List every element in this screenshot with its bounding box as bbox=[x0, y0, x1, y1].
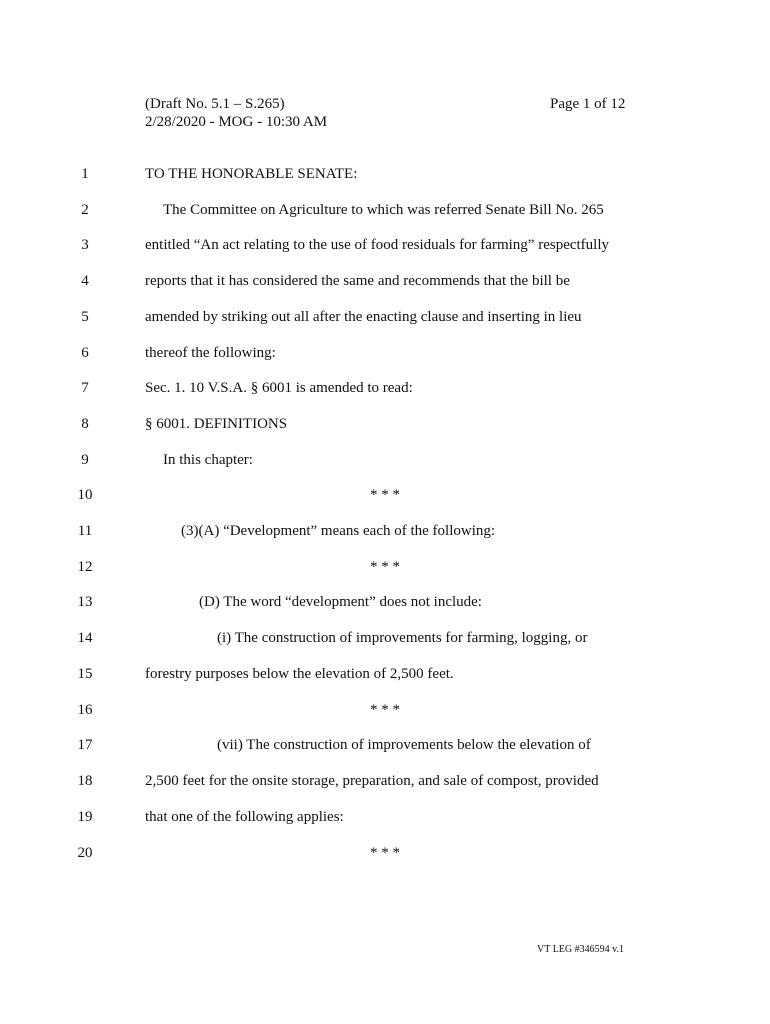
line-number: 12 bbox=[77, 559, 93, 575]
line-number: 3 bbox=[81, 237, 89, 253]
line-number: 7 bbox=[81, 380, 89, 396]
section-separator: * * * bbox=[370, 487, 400, 503]
section-separator: * * * bbox=[370, 845, 400, 861]
line-text: In this chapter: bbox=[163, 452, 253, 468]
line-text: entitled “An act relating to the use of food residuals for farming” respectfully bbox=[145, 237, 610, 253]
line-text: 2,500 feet for the onsite storage, preparation, and sale of compost, provided bbox=[145, 773, 599, 789]
line-text: The Committee on Agriculture to which was referred Senate Bill No. 265 bbox=[163, 202, 604, 218]
line-number: 10 bbox=[77, 487, 93, 503]
line-text: (vii) The construction of improvements below the elevation of bbox=[217, 737, 591, 753]
line-number: 8 bbox=[81, 416, 89, 432]
line-number: 19 bbox=[77, 809, 93, 825]
line-text: that one of the following applies: bbox=[145, 809, 344, 825]
line-number: 5 bbox=[81, 309, 89, 325]
line-text: thereof the following: bbox=[145, 345, 276, 361]
line-text: (i) The construction of improvements for farming, logging, or bbox=[217, 630, 588, 646]
draft-date: 2/28/2020 - MOG - 10:30 AM bbox=[145, 114, 328, 130]
line-number: 20 bbox=[77, 845, 93, 861]
line-text: § 6001. DEFINITIONS bbox=[145, 416, 288, 432]
line-number: 9 bbox=[81, 452, 89, 468]
line-text: TO THE HONORABLE SENATE: bbox=[145, 166, 358, 182]
line-number: 4 bbox=[81, 273, 89, 289]
line-text: (D) The word “development” does not include: bbox=[199, 594, 482, 610]
line-number: 2 bbox=[81, 202, 89, 218]
line-number: 11 bbox=[77, 523, 93, 539]
line-number: 6 bbox=[81, 345, 89, 361]
line-text: Sec. 1. 10 V.S.A. § 6001 is amended to read: bbox=[145, 380, 413, 396]
section-separator: * * * bbox=[370, 702, 400, 718]
footer-document-id: VT LEG #346594 v.1 bbox=[537, 944, 624, 955]
line-text: amended by striking out all after the enacting clause and inserting in lieu bbox=[145, 309, 582, 325]
draft-number: (Draft No. 5.1 – S.265) bbox=[145, 96, 285, 112]
section-separator: * * * bbox=[370, 559, 400, 575]
line-number: 17 bbox=[77, 737, 93, 753]
line-number: 13 bbox=[77, 594, 93, 610]
line-text: reports that it has considered the same and recommends that the bill be bbox=[145, 273, 570, 289]
line-number: 16 bbox=[77, 702, 93, 718]
line-text: (3)(A) “Development” means each of the following: bbox=[181, 523, 496, 539]
line-text: forestry purposes below the elevation of 2,500 feet. bbox=[145, 666, 454, 682]
line-number: 18 bbox=[77, 773, 93, 789]
line-number: 15 bbox=[77, 666, 93, 682]
page-number: Page 1 of 12 bbox=[550, 96, 626, 112]
line-number: 1 bbox=[81, 166, 89, 182]
line-number: 14 bbox=[77, 630, 93, 646]
